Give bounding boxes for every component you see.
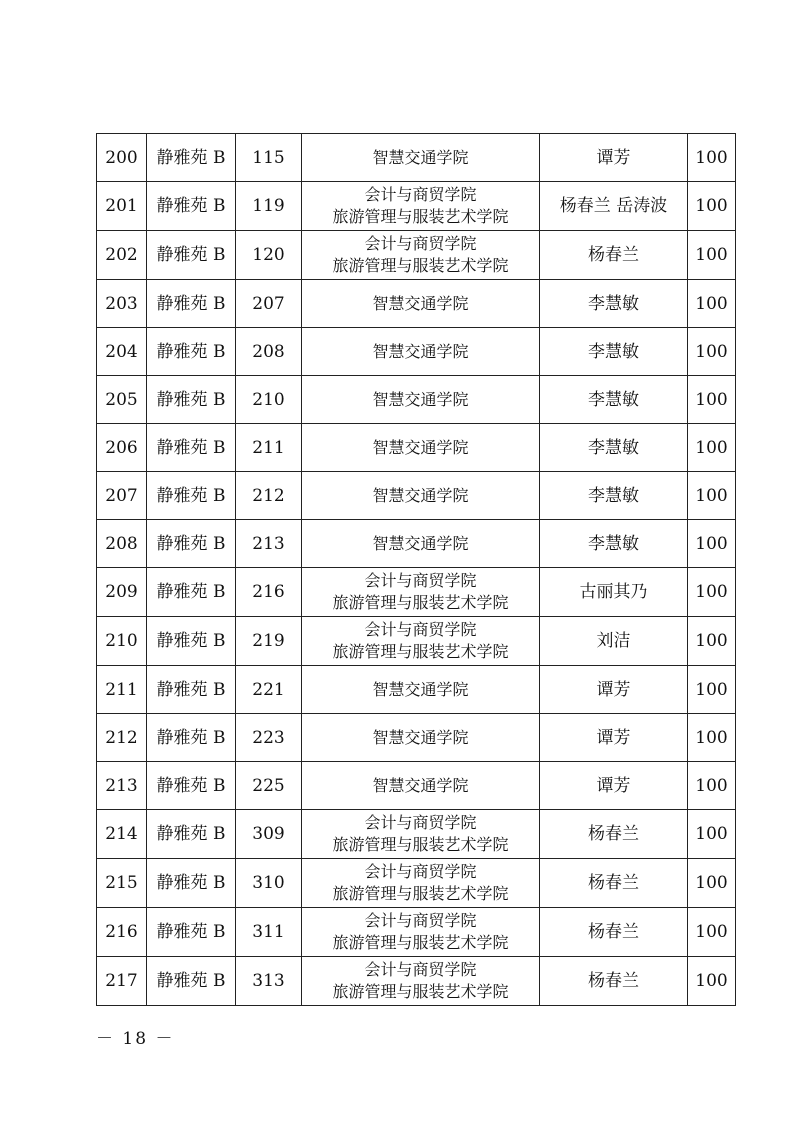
- college-name: 会计与商贸学院: [364, 911, 477, 930]
- room-number-cell: 115: [236, 134, 302, 182]
- college-name: 智慧交通学院: [372, 485, 469, 505]
- responsible-person-cell: 杨春兰: [540, 859, 688, 908]
- college-name: 智慧交通学院: [372, 389, 469, 409]
- room-number-cell: 219: [236, 617, 302, 666]
- room-number-cell: 207: [236, 280, 302, 328]
- college-name: 旅游管理与服装艺术学院: [332, 835, 509, 854]
- table-row: [97, 231, 736, 280]
- building-cell: 静雅苑 B: [147, 182, 236, 231]
- college-name: 旅游管理与服装艺术学院: [332, 933, 509, 952]
- college-name: 旅游管理与服装艺术学院: [332, 642, 509, 661]
- college-cell: [302, 328, 540, 376]
- college-cell: [302, 134, 540, 182]
- room-number-cell: 216: [236, 568, 302, 617]
- building-cell: 静雅苑 B: [147, 666, 236, 714]
- table-row: [97, 134, 736, 182]
- row-number-cell: 204: [97, 328, 147, 376]
- building-cell: 静雅苑 B: [147, 231, 236, 280]
- college-name: 智慧交通学院: [372, 679, 469, 699]
- row-number-cell: 210: [97, 617, 147, 666]
- building-cell: 静雅苑 B: [147, 908, 236, 957]
- responsible-person-cell: 谭芳: [540, 134, 688, 182]
- building-cell: 静雅苑 B: [147, 568, 236, 617]
- table-row: [97, 714, 736, 762]
- score-cell: 100: [688, 280, 736, 328]
- college-cell: [302, 666, 540, 714]
- college-name: 旅游管理与服装艺术学院: [332, 982, 509, 1001]
- responsible-person-cell: 李慧敏: [540, 472, 688, 520]
- table-row: [97, 810, 736, 859]
- room-number-cell: 310: [236, 859, 302, 908]
- score-cell: 100: [688, 182, 736, 231]
- row-number-cell: 208: [97, 520, 147, 568]
- row-number-cell: 206: [97, 424, 147, 472]
- row-number-cell: 207: [97, 472, 147, 520]
- score-cell: 100: [688, 666, 736, 714]
- score-cell: 100: [688, 520, 736, 568]
- score-cell: 100: [688, 810, 736, 859]
- responsible-person-cell: 李慧敏: [540, 280, 688, 328]
- college-name: 会计与商贸学院: [364, 571, 477, 590]
- responsible-person-cell: 李慧敏: [540, 376, 688, 424]
- room-number-cell: 211: [236, 424, 302, 472]
- college-cell: [302, 810, 540, 859]
- responsible-person-cell: 谭芳: [540, 762, 688, 810]
- college-name: 会计与商贸学院: [364, 813, 477, 832]
- college-name: 会计与商贸学院: [364, 862, 477, 881]
- college-name: 智慧交通学院: [372, 727, 469, 747]
- college-name: 会计与商贸学院: [364, 620, 477, 639]
- college-name: 智慧交通学院: [372, 533, 469, 553]
- score-cell: 100: [688, 859, 736, 908]
- college-cell: [302, 280, 540, 328]
- responsible-person-cell: 杨春兰: [540, 908, 688, 957]
- responsible-person-cell: 杨春兰: [540, 231, 688, 280]
- college-cell: [302, 520, 540, 568]
- college-name: 智慧交通学院: [372, 437, 469, 457]
- building-cell: 静雅苑 B: [147, 520, 236, 568]
- row-number-cell: 216: [97, 908, 147, 957]
- row-number-cell: 211: [97, 666, 147, 714]
- building-cell: 静雅苑 B: [147, 810, 236, 859]
- college-name: 旅游管理与服装艺术学院: [332, 884, 509, 903]
- building-cell: 静雅苑 B: [147, 424, 236, 472]
- responsible-person-cell: 杨春兰: [540, 957, 688, 1006]
- table-body: [97, 134, 736, 1006]
- table-row: [97, 568, 736, 617]
- college-cell: [302, 957, 540, 1006]
- building-cell: 静雅苑 B: [147, 328, 236, 376]
- college-name: 智慧交通学院: [372, 341, 469, 361]
- responsible-person-cell: 李慧敏: [540, 424, 688, 472]
- row-number-cell: 217: [97, 957, 147, 1006]
- table-row: [97, 520, 736, 568]
- building-cell: 静雅苑 B: [147, 376, 236, 424]
- room-number-cell: 213: [236, 520, 302, 568]
- score-cell: 100: [688, 134, 736, 182]
- responsible-person-cell: 杨春兰 岳涛波: [540, 182, 688, 231]
- room-number-cell: 223: [236, 714, 302, 762]
- table-row: [97, 328, 736, 376]
- college-name: 旅游管理与服装艺术学院: [332, 593, 509, 612]
- responsible-person-cell: 李慧敏: [540, 328, 688, 376]
- row-number-cell: 201: [97, 182, 147, 231]
- room-number-cell: 309: [236, 810, 302, 859]
- table-row: [97, 472, 736, 520]
- room-number-cell: 210: [236, 376, 302, 424]
- score-cell: 100: [688, 424, 736, 472]
- score-cell: 100: [688, 472, 736, 520]
- room-number-cell: 313: [236, 957, 302, 1006]
- room-number-cell: 212: [236, 472, 302, 520]
- row-number-cell: 203: [97, 280, 147, 328]
- college-cell: [302, 859, 540, 908]
- table-row: [97, 617, 736, 666]
- score-cell: 100: [688, 957, 736, 1006]
- college-cell: [302, 182, 540, 231]
- college-name: 会计与商贸学院: [364, 234, 477, 253]
- room-number-cell: 119: [236, 182, 302, 231]
- college-name: 旅游管理与服装艺术学院: [332, 207, 509, 226]
- score-cell: 100: [688, 617, 736, 666]
- dormitory-score-table: [96, 133, 736, 1006]
- responsible-person-cell: 谭芳: [540, 666, 688, 714]
- building-cell: 静雅苑 B: [147, 762, 236, 810]
- room-number-cell: 225: [236, 762, 302, 810]
- score-cell: 100: [688, 714, 736, 762]
- row-number-cell: 213: [97, 762, 147, 810]
- row-number-cell: 212: [97, 714, 147, 762]
- table-row: [97, 280, 736, 328]
- row-number-cell: 202: [97, 231, 147, 280]
- college-name: 智慧交通学院: [372, 775, 469, 795]
- college-cell: [302, 617, 540, 666]
- building-cell: 静雅苑 B: [147, 280, 236, 328]
- college-cell: [302, 762, 540, 810]
- college-name: 会计与商贸学院: [364, 960, 477, 979]
- building-cell: 静雅苑 B: [147, 957, 236, 1006]
- college-name: 智慧交通学院: [372, 147, 469, 167]
- responsible-person-cell: 古丽其乃: [540, 568, 688, 617]
- table-row: [97, 376, 736, 424]
- room-number-cell: 208: [236, 328, 302, 376]
- college-cell: [302, 568, 540, 617]
- table-row: [97, 908, 736, 957]
- college-cell: [302, 424, 540, 472]
- room-number-cell: 221: [236, 666, 302, 714]
- responsible-person-cell: 刘洁: [540, 617, 688, 666]
- building-cell: 静雅苑 B: [147, 617, 236, 666]
- college-name: 智慧交通学院: [372, 293, 469, 313]
- table-row: [97, 762, 736, 810]
- row-number-cell: 215: [97, 859, 147, 908]
- score-cell: 100: [688, 762, 736, 810]
- room-number-cell: 311: [236, 908, 302, 957]
- college-cell: [302, 908, 540, 957]
- college-cell: [302, 714, 540, 762]
- score-cell: 100: [688, 231, 736, 280]
- college-cell: [302, 231, 540, 280]
- college-cell: [302, 472, 540, 520]
- building-cell: 静雅苑 B: [147, 859, 236, 908]
- row-number-cell: 200: [97, 134, 147, 182]
- responsible-person-cell: 李慧敏: [540, 520, 688, 568]
- responsible-person-cell: 杨春兰: [540, 810, 688, 859]
- table-row: [97, 666, 736, 714]
- college-cell: [302, 376, 540, 424]
- row-number-cell: 214: [97, 810, 147, 859]
- responsible-person-cell: 谭芳: [540, 714, 688, 762]
- page-number: － 18 －: [96, 1029, 175, 1049]
- building-cell: 静雅苑 B: [147, 134, 236, 182]
- table-row: [97, 182, 736, 231]
- score-cell: 100: [688, 376, 736, 424]
- table-row: [97, 957, 736, 1006]
- row-number-cell: 209: [97, 568, 147, 617]
- college-name: 会计与商贸学院: [364, 185, 477, 204]
- score-cell: 100: [688, 328, 736, 376]
- room-number-cell: 120: [236, 231, 302, 280]
- building-cell: 静雅苑 B: [147, 714, 236, 762]
- score-cell: 100: [688, 908, 736, 957]
- college-name: 旅游管理与服装艺术学院: [332, 256, 509, 275]
- table-row: [97, 859, 736, 908]
- score-cell: 100: [688, 568, 736, 617]
- building-cell: 静雅苑 B: [147, 472, 236, 520]
- row-number-cell: 205: [97, 376, 147, 424]
- table-row: [97, 424, 736, 472]
